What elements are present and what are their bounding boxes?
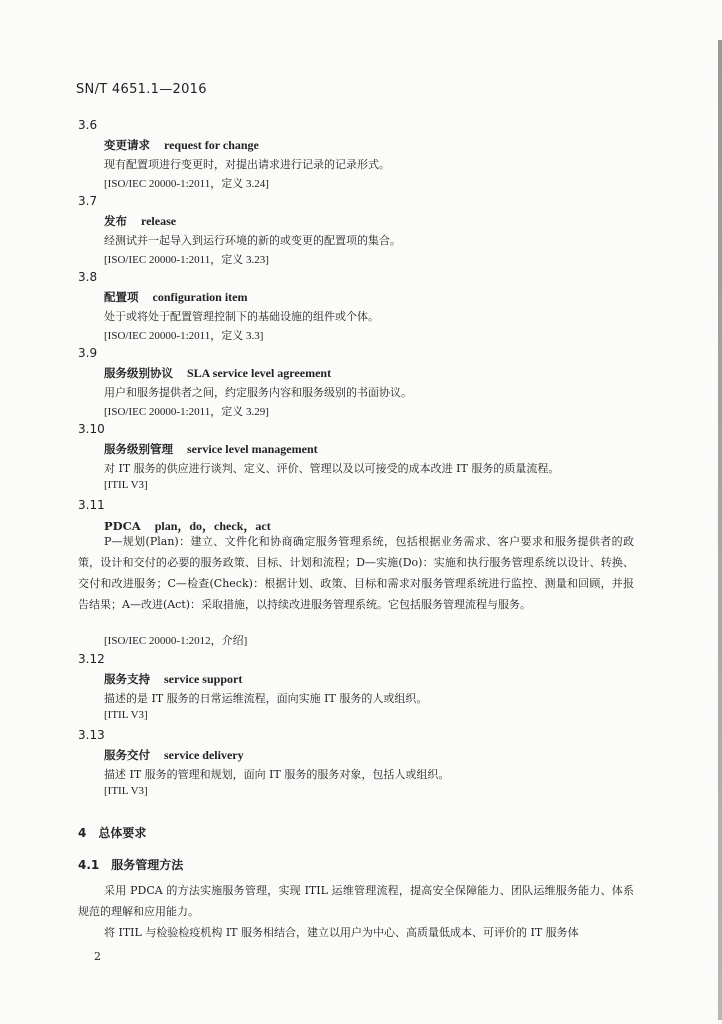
term-title xyxy=(104,441,318,457)
term-title xyxy=(104,137,259,153)
subsection-heading xyxy=(78,856,183,873)
term-definition: 对 IT 服务的供应进行谈判、定义、评价、管理以及以可接受的成本改进 IT 服务的质量流程。 xyxy=(104,462,560,475)
term-zh: 服务支持 xyxy=(104,672,150,686)
clause-number: 3.8 xyxy=(78,270,98,284)
term-en: release xyxy=(141,214,177,228)
term-en: service delivery xyxy=(164,748,244,762)
term-title xyxy=(104,289,248,305)
term-source: [ISO/IEC 20000-1:2011，定义 3.24] xyxy=(104,178,269,190)
term-title xyxy=(104,747,244,763)
term-definition: 用户和服务提供者之间，约定服务内容和服务级别的书面协议。 xyxy=(104,386,412,399)
term-definition: 处于或将处于配置管理控制下的基础设施的组件或个体。 xyxy=(104,310,379,323)
section-heading xyxy=(78,824,146,841)
subsection-number: 4.1 xyxy=(78,858,100,872)
term-title xyxy=(104,365,331,381)
subsection-title: 服务管理方法 xyxy=(111,858,184,872)
term-zh: 配置项 xyxy=(104,290,139,304)
clause-number: 3.13 xyxy=(78,728,105,742)
term-en: service support xyxy=(164,672,243,686)
term-zh: 服务交付 xyxy=(104,748,150,762)
body-paragraph: 采用 PDCA 的方法实施服务管理，实现 ITIL 运维管理流程，提高安全保障能力、团队运维服务能力、体系规范的理解和应用能力。 xyxy=(78,884,634,918)
page-number: 2 xyxy=(94,950,101,963)
pdca-definition: P—规划(Plan)：建立、文件化和协商确定服务管理系统，包括根据业务需求、客户要求和服务提供者的政策，设计和交付的必要的服务政策、目标、计划和流程；D—实施(Do)：实施和执行服务管理系统以设计、转换、交付和改进服务；C—检查(Check)：根据计划、政策、目标和需求对服务管理系统进行监控、测量和回顾，并报告结果；A—改进(Act)：采取措施，以持续改进服务管理系统。它包括服务管理流程与服务。 xyxy=(78,535,634,611)
term-definition: 经测试并一起导入到运行环境的新的或变更的配置项的集合。 xyxy=(104,234,401,247)
term-en: SLA service level agreement xyxy=(187,366,332,380)
body-paragraph: 将 ITIL 与检验检疫机构 IT 服务相结合，建立以用户为中心、高质量低成本、可评价的 IT 服务体 xyxy=(104,926,579,939)
section-number: 4 xyxy=(78,826,87,840)
clause-number: 3.7 xyxy=(78,194,98,208)
term-definition: 描述 IT 服务的管理和规划，面向 IT 服务的服务对象，包括人或组织。 xyxy=(104,768,450,781)
term-source: [ISO/IEC 20000-1:2011，定义 3.3] xyxy=(104,330,264,342)
term-source: [ITIL V3] xyxy=(104,479,148,491)
standard-code: SN/T 4651.1—2016 xyxy=(76,82,207,97)
clause-number: 3.6 xyxy=(78,118,98,132)
term-source: [ISO/IEC 20000-1:2011，定义 3.23] xyxy=(104,254,269,266)
clause-number: 3.12 xyxy=(78,652,105,666)
term-source: [ISO/IEC 20000-1:2012，介绍] xyxy=(104,635,248,647)
term-zh: 服务级别协议 xyxy=(104,366,173,380)
term-definition: 现有配置项进行变更时，对提出请求进行记录的记录形式。 xyxy=(104,158,390,171)
term-en: service level management xyxy=(187,442,318,456)
term-title xyxy=(104,671,242,687)
clause-number: 3.11 xyxy=(78,498,105,512)
section-title: 总体要求 xyxy=(98,826,147,840)
term-zh: 服务级别管理 xyxy=(104,442,173,456)
term-source: [ITIL V3] xyxy=(104,709,148,721)
term-title xyxy=(104,213,176,229)
clause-number: 3.9 xyxy=(78,346,98,360)
term-en: request for change xyxy=(164,138,259,152)
term-definition: 描述的是 IT 服务的日常运维流程，面向实施 IT 服务的人或组织。 xyxy=(104,692,428,705)
term-zh: PDCA xyxy=(104,519,141,533)
term-en: configuration item xyxy=(152,290,248,304)
term-source: [ITIL V3] xyxy=(104,785,148,797)
term-en: plan，do，check，act xyxy=(154,519,271,533)
clause-number: 3.10 xyxy=(78,422,105,436)
scan-edge xyxy=(718,40,722,1020)
term-source: [ISO/IEC 20000-1:2011，定义 3.29] xyxy=(104,406,269,418)
term-zh: 变更请求 xyxy=(104,138,150,152)
term-zh: 发布 xyxy=(104,214,127,228)
